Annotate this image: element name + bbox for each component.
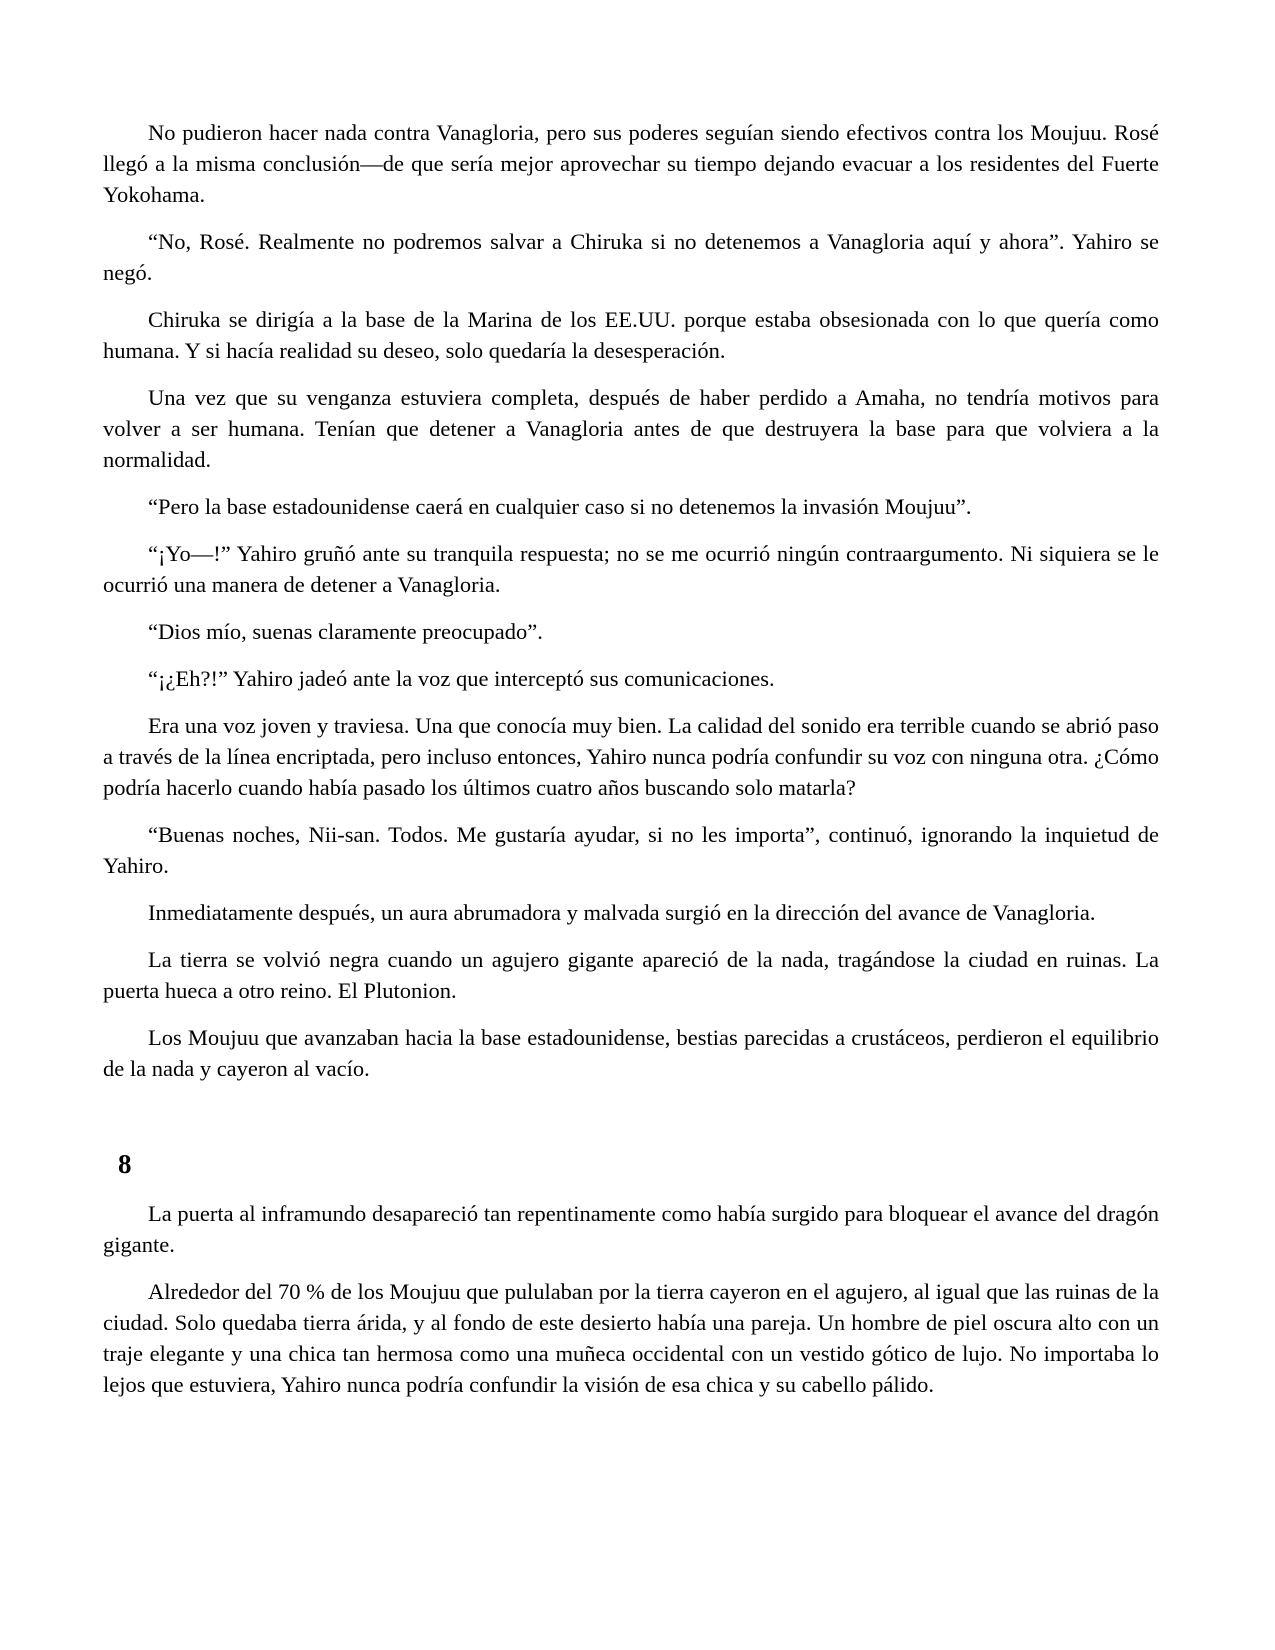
paragraph: “Pero la base estadounidense caerá en cualquier caso si no detenemos la invasión Moujuu”. bbox=[148, 494, 972, 519]
paragraph: Era una voz joven y traviesa. Una que conocía muy bien. La calidad del sonido era terrible cuando se abrió paso a través de la línea encriptada, pero incluso entonces, Yahiro nunca podría confundir su voz con ninguna otra. ¿Cómo podría hacerlo cuando había pasado los últimos cuatro años buscando solo matarla? bbox=[103, 713, 1159, 800]
paragraph: La puerta al inframundo desapareció tan repentinamente como había surgido para bloquear el avance del dragón gigante. bbox=[103, 1201, 1159, 1257]
paragraph: Chiruka se dirigía a la base de la Marina de los EE.UU. porque estaba obsesionada con lo que quería como humana. Y si hacía realidad su deseo, solo quedaría la desesperación. bbox=[103, 307, 1159, 363]
paragraph: “Dios mío, suenas claramente preocupado”. bbox=[148, 619, 543, 644]
section-number-heading: 8 bbox=[118, 1149, 132, 1179]
paragraph: Alrededor del 70 % de los Moujuu que pululaban por la tierra cayeron en el agujero, al igual que las ruinas de la ciudad. Solo quedaba tierra árida, y al fondo de este desierto había una pareja. Un hombre de piel oscura alto con un traje elegante y una chica tan hermosa como una muñeca occidental con un vestido gótico de lujo. No importaba lo lejos que estuviera, Yahiro nunca podría confundir la visión de esa chica y su cabello pálido. bbox=[103, 1279, 1159, 1397]
paragraph: Una vez que su venganza estuviera completa, después de haber perdido a Amaha, no tendría motivos para volver a ser humana. Tenían que detener a Vanagloria antes de que destruyera la base para que volviera a la normalidad. bbox=[103, 385, 1159, 472]
paragraph: “¡Yo—!” Yahiro gruñó ante su tranquila respuesta; no se me ocurrió ningún contraargumento. Ni siquiera se le ocurrió una manera de detener a Vanagloria. bbox=[103, 541, 1159, 597]
page-body bbox=[103, 117, 1159, 1400]
paragraph: “¡¿Eh?!” Yahiro jadeó ante la voz que interceptó sus comunicaciones. bbox=[148, 666, 775, 691]
paragraph: Los Moujuu que avanzaban hacia la base estadounidense, bestias parecidas a crustáceos, perdieron el equilibrio de la nada y cayeron al vacío. bbox=[103, 1025, 1159, 1081]
paragraph: La tierra se volvió negra cuando un agujero gigante apareció de la nada, tragándose la ciudad en ruinas. La puerta hueca a otro reino. El Plutonion. bbox=[103, 947, 1159, 1003]
paragraph: Inmediatamente después, un aura abrumadora y malvada surgió en la dirección del avance de Vanagloria. bbox=[148, 900, 1096, 925]
paragraph: “Buenas noches, Nii-san. Todos. Me gustaría ayudar, si no les importa”, continuó, ignorando la inquietud de Yahiro. bbox=[103, 822, 1159, 878]
paragraph: No pudieron hacer nada contra Vanagloria, pero sus poderes seguían siendo efectivos contra los Moujuu. Rosé llegó a la misma conclusión—de que sería mejor aprovechar su tiempo dejando evacuar a los residentes del Fuerte Yokohama. bbox=[103, 120, 1159, 207]
paragraph: “No, Rosé. Realmente no podremos salvar a Chiruka si no detenemos a Vanagloria aquí y ahora”. Yahiro se negó. bbox=[103, 229, 1159, 285]
